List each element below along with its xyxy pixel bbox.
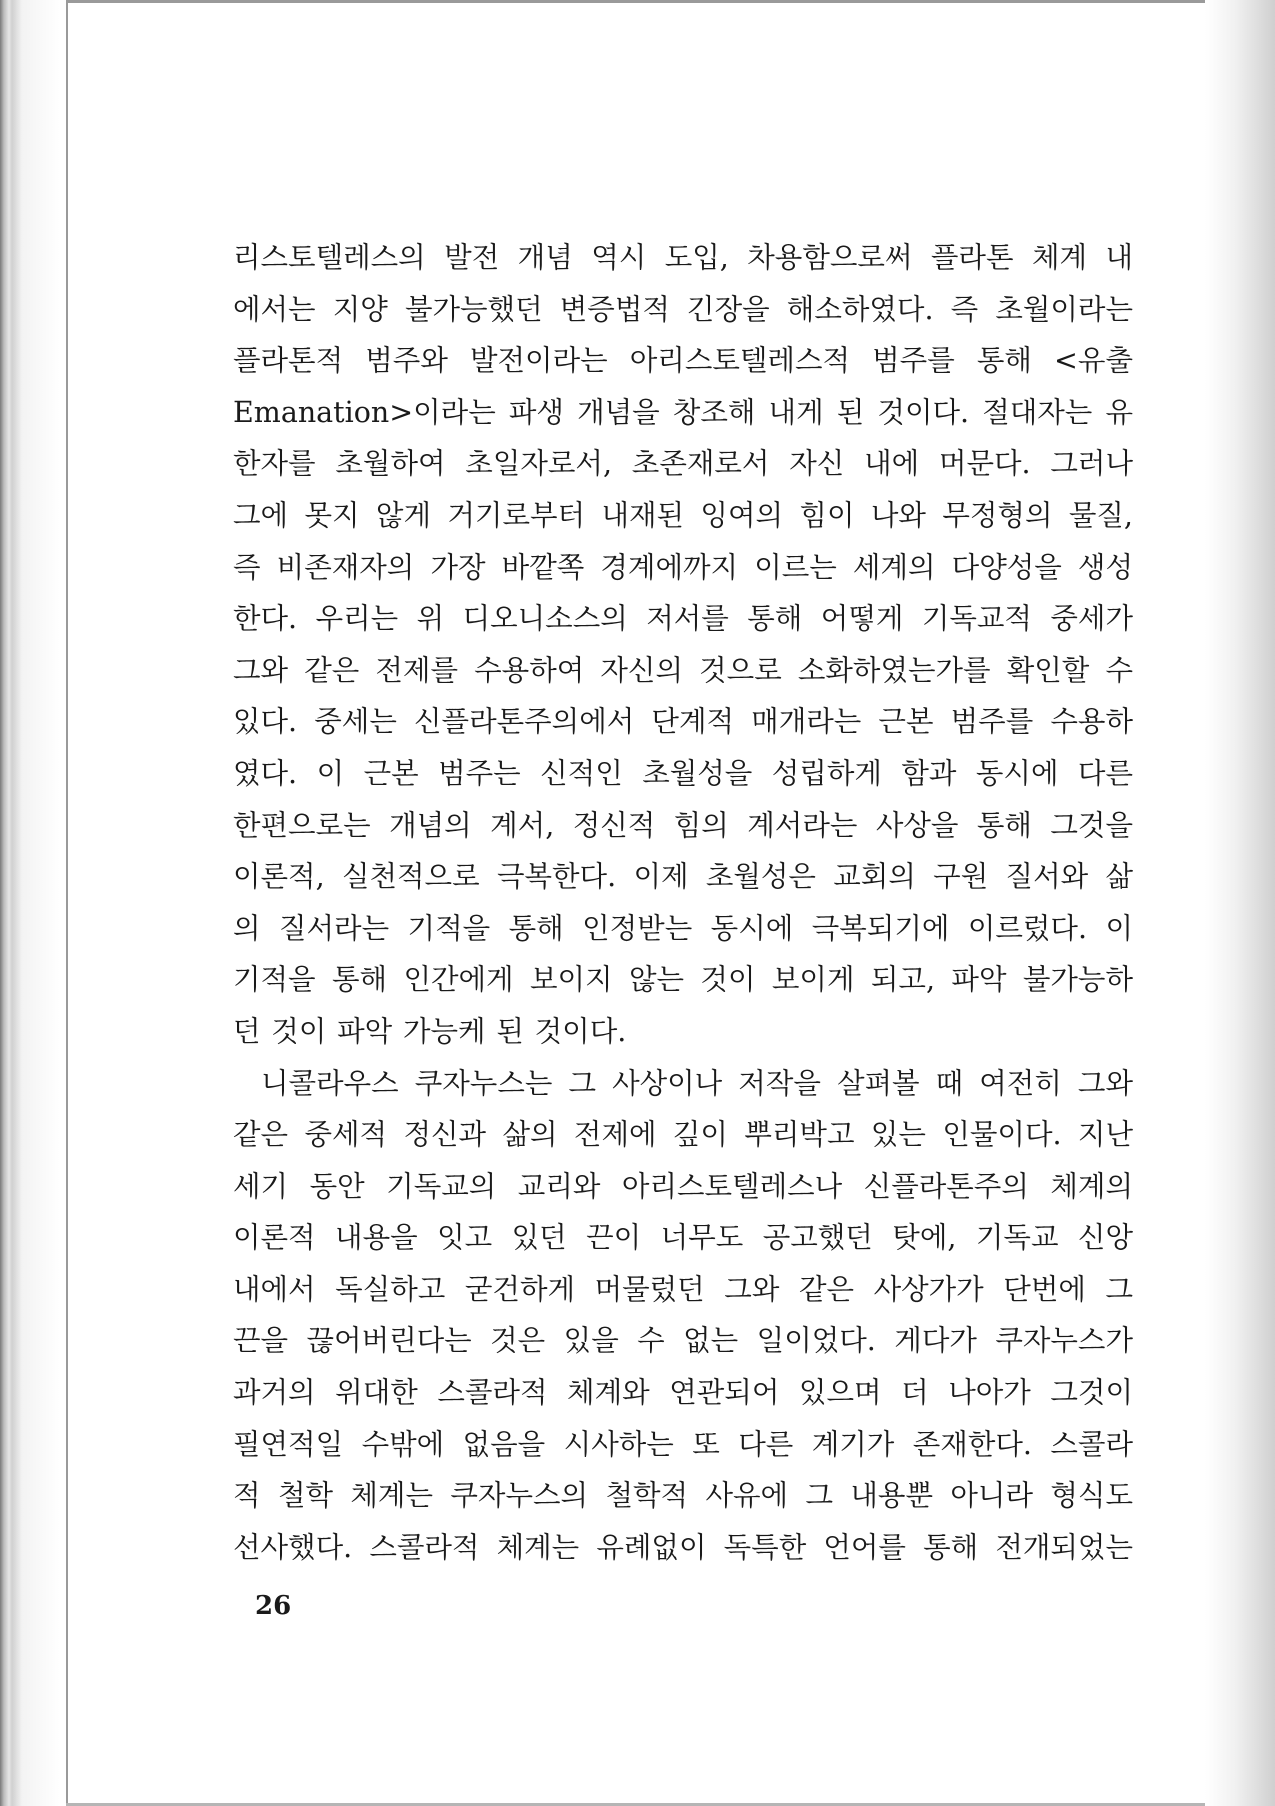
text-line: 끈을 끊어버린다는 것은 있을 수 없는 일이었다. 게다가 쿠자누스가	[233, 1324, 1133, 1358]
text-line: 기적을 통해 인간에게 보이지 않는 것이 보이게 되고, 파악 불가능하	[233, 963, 1133, 997]
paragraph-1	[233, 232, 1133, 1058]
text-line: 였다. 이 근본 범주는 신적인 초월성을 성립하게 함과 동시에 다른	[233, 756, 1133, 790]
text-line: 니콜라우스 쿠자누스는 그 사상이나 저작을 살펴볼 때 여전히 그와	[261, 1066, 1133, 1100]
text-line: 에서는 지양 불가능했던 변증법적 긴장을 해소하였다. 즉 초월이라는	[233, 292, 1133, 326]
page-right-shadow	[1205, 0, 1275, 1806]
text-line: Emanation>이라는 파생 개념을 창조해 내게 된 것이다. 절대자는 유	[233, 395, 1133, 429]
text-line: 그에 못지 않게 거기로부터 내재된 잉여의 힘이 나와 무정형의 물질,	[233, 498, 1133, 532]
text-line: 그와 같은 전제를 수용하여 자신의 것으로 소화하였는가를 확인할 수	[233, 653, 1133, 687]
text-line: 플라톤적 범주와 발전이라는 아리스토텔레스적 범주를 통해 <유출	[233, 344, 1133, 378]
body-text	[233, 232, 1133, 1573]
text-line: 리스토텔레스의 발전 개념 역시 도입, 차용함으로써 플라톤 체계 내	[233, 241, 1133, 274]
text-line: 던 것이 파악 가능케 된 것이다.	[233, 1014, 627, 1048]
text-line: 이론적, 실천적으로 극복한다. 이제 초월성은 교회의 구원 질서와 삶	[233, 860, 1133, 894]
text-line: 선사했다. 스콜라적 체계는 유례없이 독특한 언어를 통해 전개되었는	[233, 1530, 1133, 1564]
text-line: 세기 동안 기독교의 교리와 아리스토텔레스나 신플라톤주의 체계의	[233, 1169, 1133, 1203]
text-line: 한편으로는 개념의 계서, 정신적 힘의 계서라는 사상을 통해 그것을	[233, 808, 1133, 842]
text-line: 의 질서라는 기적을 통해 인정받는 동시에 극복되기에 이르렀다. 이	[233, 911, 1133, 945]
text-line: 한다. 우리는 위 디오니소스의 저서를 통해 어떻게 기독교적 중세가	[233, 602, 1133, 636]
page-top-edge	[66, 0, 1275, 3]
text-line: 같은 중세적 정신과 삶의 전제에 깊이 뿌리박고 있는 인물이다. 지난	[233, 1118, 1133, 1152]
text-line: 적 철학 체계는 쿠자누스의 철학적 사유에 그 내용뿐 아니라 형식도	[233, 1479, 1133, 1513]
book-spine-shadow	[0, 0, 80, 1806]
text-line: 과거의 위대한 스콜라적 체계와 연관되어 있으며 더 나아가 그것이	[233, 1376, 1133, 1410]
text-line: 한자를 초월하여 초일자로서, 초존재로서 자신 내에 머문다. 그러나	[233, 447, 1133, 481]
text-line: 이론적 내용을 잇고 있던 끈이 너무도 공고했던 탓에, 기독교 신앙	[233, 1221, 1133, 1255]
paragraph-2	[233, 1058, 1133, 1574]
text-line: 필연적일 수밖에 없음을 시사하는 또 다른 계기가 존재한다. 스콜라	[233, 1427, 1133, 1461]
page-left-edge	[66, 0, 68, 1806]
page-number: 26	[255, 1591, 292, 1621]
text-line: 있다. 중세는 신플라톤주의에서 단계적 매개라는 근본 범주를 수용하	[233, 705, 1133, 739]
text-line: 즉 비존재자의 가장 바깥쪽 경계에까지 이르는 세계의 다양성을 생성	[233, 550, 1133, 584]
text-line: 내에서 독실하고 굳건하게 머물렀던 그와 같은 사상가가 단번에 그	[233, 1272, 1133, 1306]
